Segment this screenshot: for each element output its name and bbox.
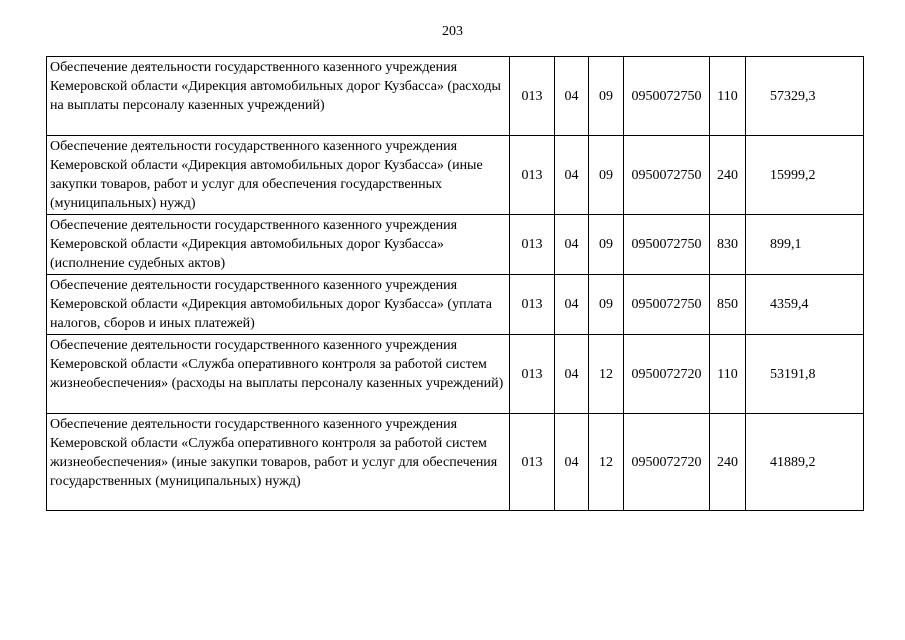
- table-row: [47, 335, 864, 414]
- table-row: [47, 136, 864, 215]
- row-description: Обеспечение деятельности государственного казенного учреждения Кемеровской области «Служба оперативного контроля за работой систем жизнеобеспечения» (иные закупки товаров, работ и услуг для обеспечения государственных (муниципальных) нужд): [47, 414, 510, 511]
- section-code: 04: [555, 275, 589, 335]
- amount: 53191,8: [746, 335, 864, 414]
- subsection-code: 09: [589, 57, 624, 136]
- target-article-code: 0950072750: [624, 57, 710, 136]
- row-description: Обеспечение деятельности государственного казенного учреждения Кемеровской области «Дирекция автомобильных дорог Кузбасса» (исполнение судебных актов): [47, 215, 510, 275]
- expense-type-code: 240: [710, 136, 746, 215]
- target-article-code: 0950072720: [624, 414, 710, 511]
- ministry-code: 013: [510, 275, 555, 335]
- expense-type-code: 110: [710, 57, 746, 136]
- amount: 41889,2: [746, 414, 864, 511]
- table-row: [47, 57, 864, 136]
- ministry-code: 013: [510, 136, 555, 215]
- amount: 4359,4: [746, 275, 864, 335]
- target-article-code: 0950072750: [624, 215, 710, 275]
- row-description: Обеспечение деятельности государственного казенного учреждения Кемеровской области «Дирекция автомобильных дорог Кузбасса» (расходы на выплаты персоналу казенных учреждений): [47, 57, 510, 136]
- subsection-code: 09: [589, 275, 624, 335]
- target-article-code: 0950072720: [624, 335, 710, 414]
- budget-table: [46, 56, 864, 511]
- subsection-code: 09: [589, 215, 624, 275]
- ministry-code: 013: [510, 335, 555, 414]
- ministry-code: 013: [510, 57, 555, 136]
- table-row: [47, 215, 864, 275]
- section-code: 04: [555, 414, 589, 511]
- table-row: [47, 275, 864, 335]
- section-code: 04: [555, 57, 589, 136]
- expense-type-code: 240: [710, 414, 746, 511]
- row-description: Обеспечение деятельности государственного казенного учреждения Кемеровской области «Служба оперативного контроля за работой систем жизнеобеспечения» (расходы на выплаты персоналу казенных учреждений): [47, 335, 510, 414]
- expense-type-code: 110: [710, 335, 746, 414]
- row-description: Обеспечение деятельности государственного казенного учреждения Кемеровской области «Дирекция автомобильных дорог Кузбасса» (уплата налогов, сборов и иных платежей): [47, 275, 510, 335]
- ministry-code: 013: [510, 215, 555, 275]
- subsection-code: 12: [589, 335, 624, 414]
- subsection-code: 09: [589, 136, 624, 215]
- expense-type-code: 850: [710, 275, 746, 335]
- target-article-code: 0950072750: [624, 275, 710, 335]
- amount: 15999,2: [746, 136, 864, 215]
- table-row: [47, 414, 864, 511]
- ministry-code: 013: [510, 414, 555, 511]
- target-article-code: 0950072750: [624, 136, 710, 215]
- subsection-code: 12: [589, 414, 624, 511]
- amount: 57329,3: [746, 57, 864, 136]
- page-number: 203: [442, 24, 463, 39]
- section-code: 04: [555, 215, 589, 275]
- expense-type-code: 830: [710, 215, 746, 275]
- row-description: Обеспечение деятельности государственного казенного учреждения Кемеровской области «Дирекция автомобильных дорог Кузбасса» (иные закупки товаров, работ и услуг для обеспечения государственных (муниципальных) нужд): [47, 136, 510, 215]
- section-code: 04: [555, 136, 589, 215]
- section-code: 04: [555, 335, 589, 414]
- amount: 899,1: [746, 215, 864, 275]
